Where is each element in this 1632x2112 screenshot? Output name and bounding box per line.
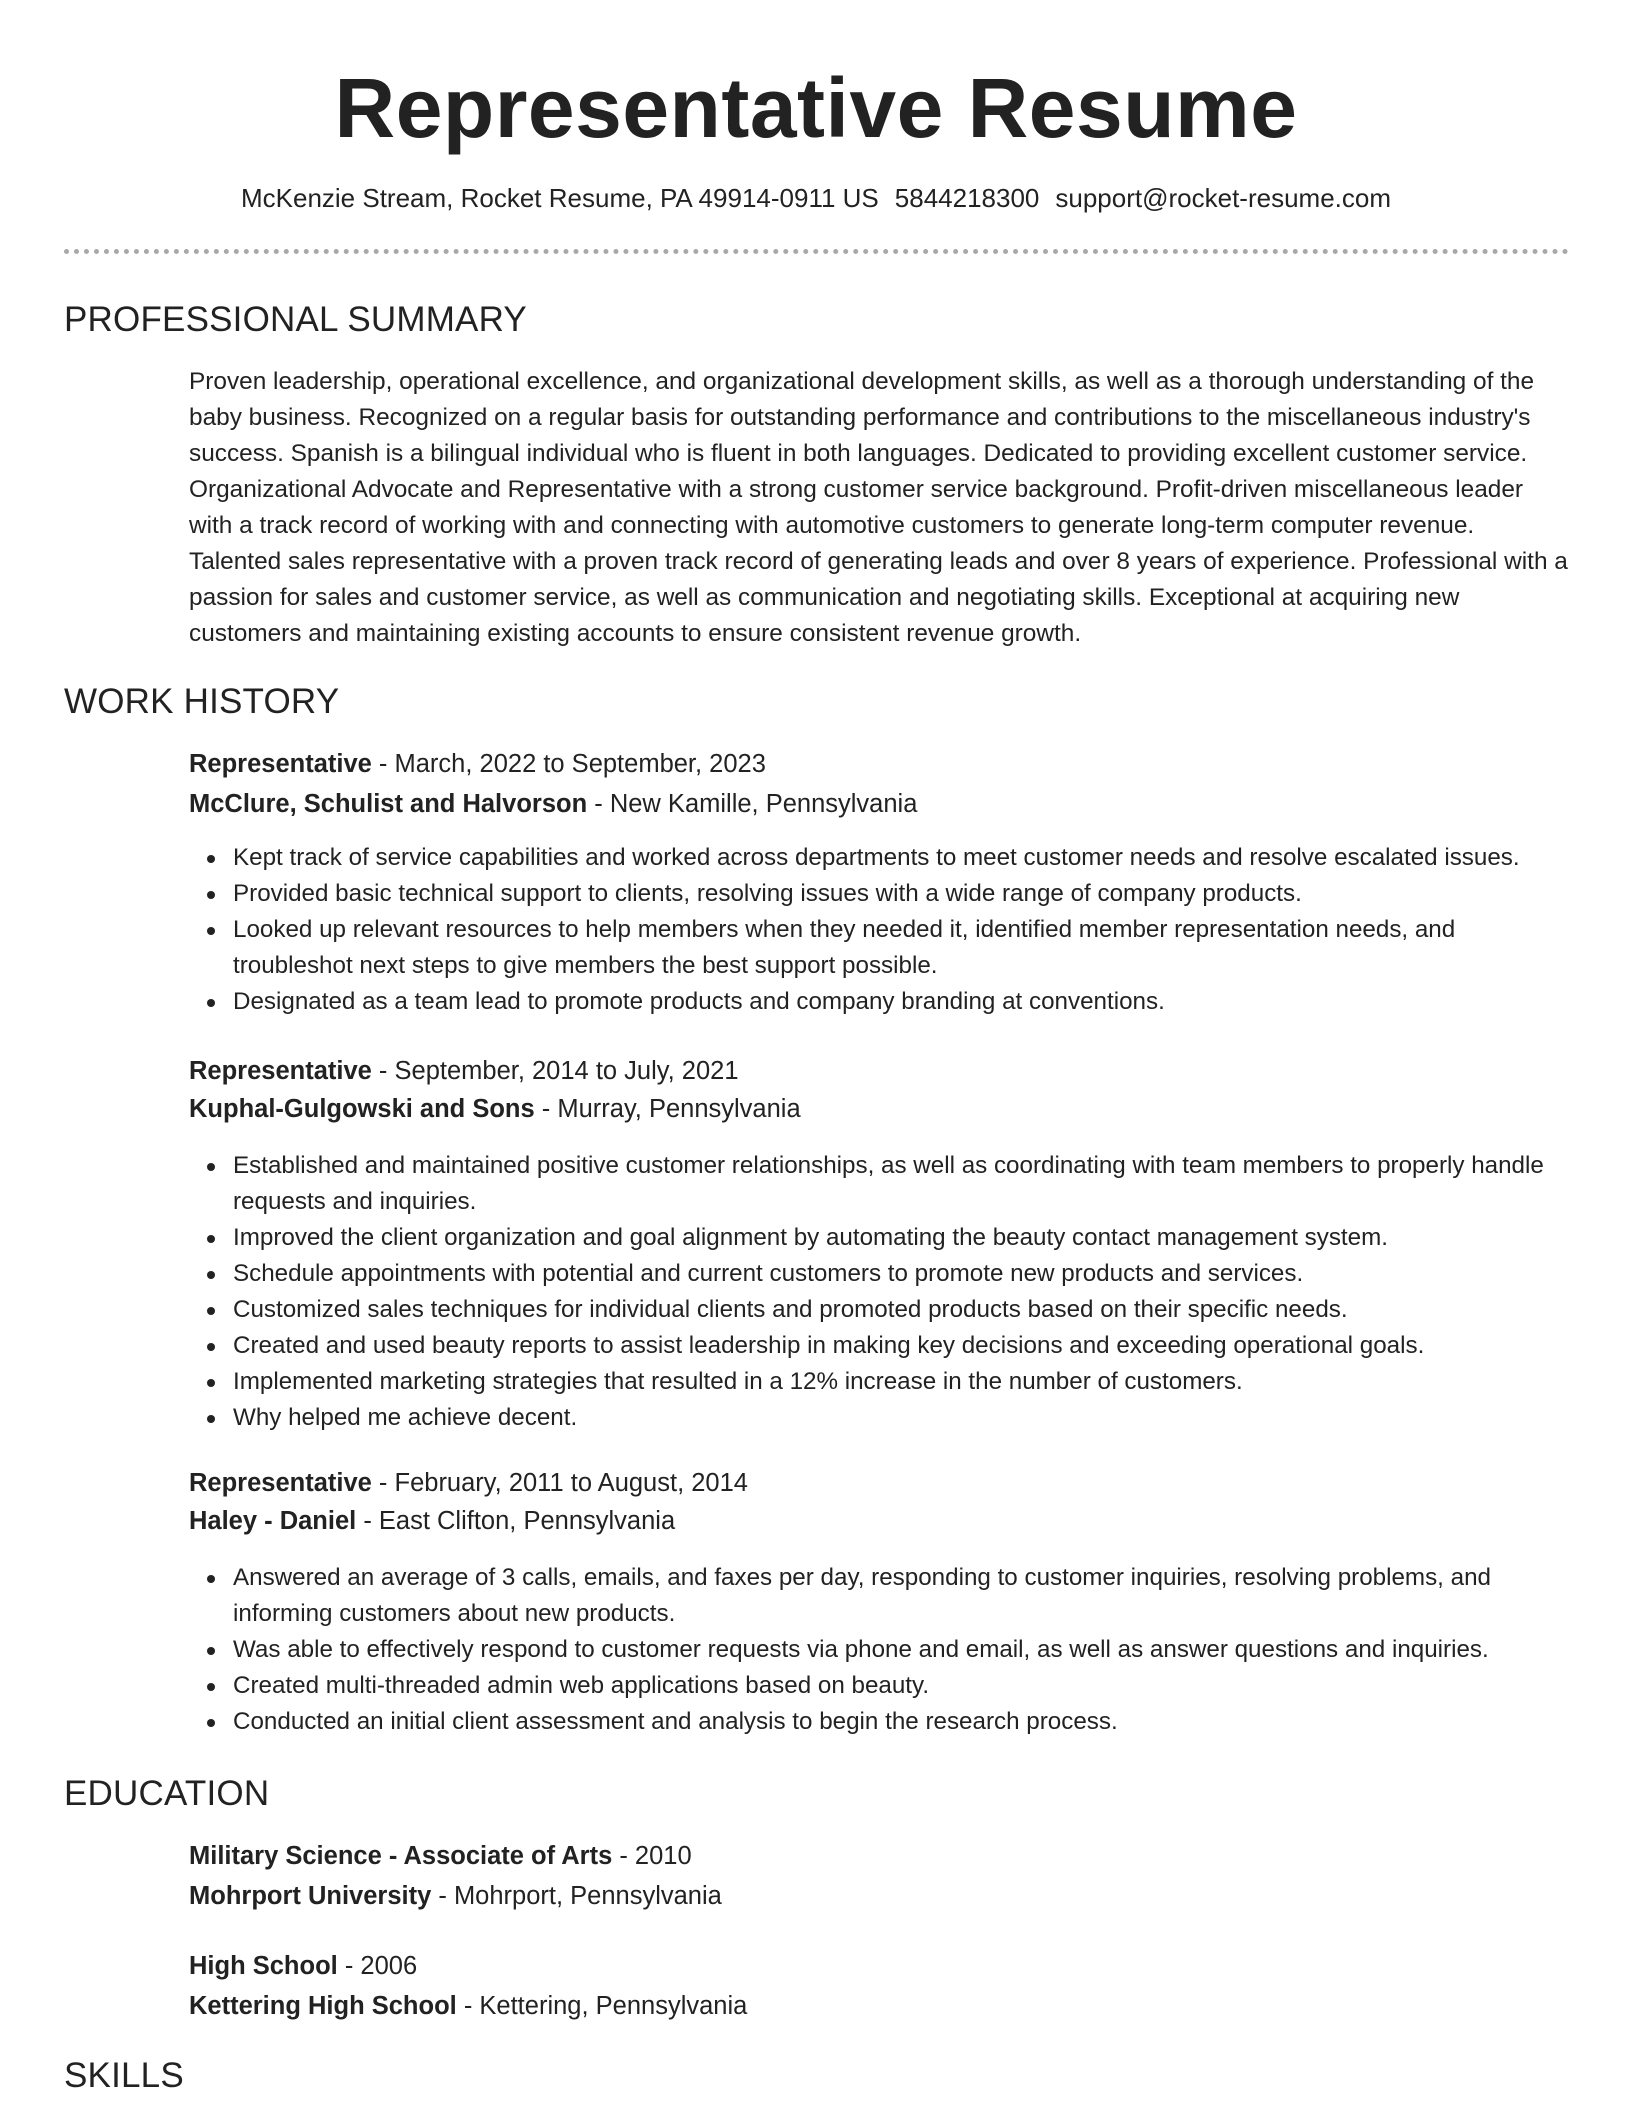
list-item: Was able to effectively respond to customer requests via phone and email, as well as answer questions and inquiries.	[189, 1632, 1569, 1668]
job-title: Representative	[189, 1469, 372, 1497]
list-item: Schedule appointments with potential and current customers to promote new products and services.	[189, 1256, 1569, 1292]
education-school: Kettering High School	[189, 1992, 457, 2020]
summary-text: Proven leadership, operational excellence, and organizational development skills, as well as a thorough understanding of the baby business. Recognized on a regular basis for outstanding performance and contributions to the miscellaneous industry's success. Spanish is a bilingual individual who is fluent in both languages. Dedicated to providing excellent customer service. Organizational Advocate and Representative with a strong customer service background. Profit-driven miscellaneous leader with a track record of working with and connecting with automotive customers to generate long-term computer revenue. Talented sales representative with a proven track record of generating leads and over 8 years of experience. Professional with a passion for sales and customer service, as well as communication and negotiating skills. Exceptional at acquiring new customers and maintaining existing accounts to ensure consistent revenue growth.	[189, 368, 1568, 647]
contact-line	[0, 180, 1632, 216]
list-item: Kept track of service capabilities and worked across departments to meet customer needs and resolve escalated issues.	[189, 840, 1569, 876]
job-location: - Murray, Pennsylvania	[534, 1095, 801, 1123]
contact-email: support@rocket-resume.com	[1055, 183, 1392, 213]
education-heading: EDUCATION	[64, 1774, 270, 1813]
job-dates: - September, 2014 to July, 2021	[371, 1057, 739, 1085]
list-item: Implemented marketing strategies that resulted in a 12% increase in the number of customers.	[189, 1364, 1569, 1400]
list-item: Designated as a team lead to promote products and company branding at conventions.	[189, 984, 1569, 1020]
education-location: - Mohrport, Pennsylvania	[431, 1882, 722, 1910]
job-bullet-list	[189, 840, 1569, 1020]
job-company-line	[189, 1503, 675, 1539]
education-degree-line	[189, 1948, 417, 1984]
summary-heading: PROFESSIONAL SUMMARY	[64, 300, 527, 339]
contact-address: McKenzie Stream, Rocket Resume, PA 49914-0911 US	[240, 183, 879, 213]
contact-phone: 5844218300	[894, 183, 1040, 213]
list-item: Provided basic technical support to clients, resolving issues with a wide range of company products.	[189, 876, 1569, 912]
list-item: Created multi-threaded admin web applications based on beauty.	[189, 1668, 1569, 1704]
work-history-heading: WORK HISTORY	[64, 682, 340, 721]
list-item: Conducted an initial client assessment and analysis to begin the research process.	[189, 1704, 1569, 1740]
list-item: Improved the client organization and goal alignment by automating the beauty contact management system.	[189, 1220, 1569, 1256]
education-year: - 2010	[612, 1842, 692, 1870]
job-title: Representative	[189, 750, 372, 778]
job-title: Representative	[189, 1057, 372, 1085]
job-company-line	[189, 786, 917, 822]
job-location: - East Clifton, Pennsylvania	[356, 1507, 676, 1535]
list-item: Looked up relevant resources to help members when they needed it, identified member representation needs, and troubleshot next steps to give members the best support possible.	[189, 912, 1569, 984]
education-degree-line	[189, 1838, 692, 1874]
list-item: Why helped me achieve decent.	[189, 1400, 1569, 1436]
list-item: Customized sales techniques for individual clients and promoted products based on their specific needs.	[189, 1292, 1569, 1328]
job-dates: - February, 2011 to August, 2014	[371, 1469, 748, 1497]
job-company: Haley - Daniel	[189, 1507, 357, 1535]
education-school-line	[189, 1988, 747, 2024]
job-bullet-list	[189, 1560, 1569, 1740]
job-dates: - March, 2022 to September, 2023	[371, 750, 766, 778]
job-location: - New Kamille, Pennsylvania	[587, 790, 918, 818]
header-divider	[64, 249, 1569, 254]
job-title-line	[189, 1465, 748, 1501]
education-year: - 2006	[337, 1952, 418, 1980]
list-item: Created and used beauty reports to assist leadership in making key decisions and exceeding operational goals.	[189, 1328, 1569, 1364]
list-item: Answered an average of 3 calls, emails, and faxes per day, responding to customer inquiries, resolving problems, and informing customers about new products.	[189, 1560, 1569, 1632]
job-title-line	[189, 746, 766, 782]
job-company-line	[189, 1091, 801, 1127]
job-company: Kuphal-Gulgowski and Sons	[189, 1095, 535, 1123]
education-degree: High School	[189, 1952, 338, 1980]
education-school-line	[189, 1878, 722, 1914]
skills-heading: SKILLS	[64, 2056, 184, 2095]
job-bullet-list	[189, 1148, 1569, 1436]
education-location: - Kettering, Pennsylvania	[456, 1992, 748, 2020]
list-item: Established and maintained positive customer relationships, as well as coordinating with team members to properly handle requests and inquiries.	[189, 1148, 1569, 1220]
resume-title: Representative Resume	[334, 61, 1298, 155]
education-school: Mohrport University	[189, 1882, 432, 1910]
job-title-line	[189, 1053, 739, 1089]
education-degree: Military Science - Associate of Arts	[189, 1842, 613, 1870]
job-company: McClure, Schulist and Halvorson	[189, 790, 588, 818]
